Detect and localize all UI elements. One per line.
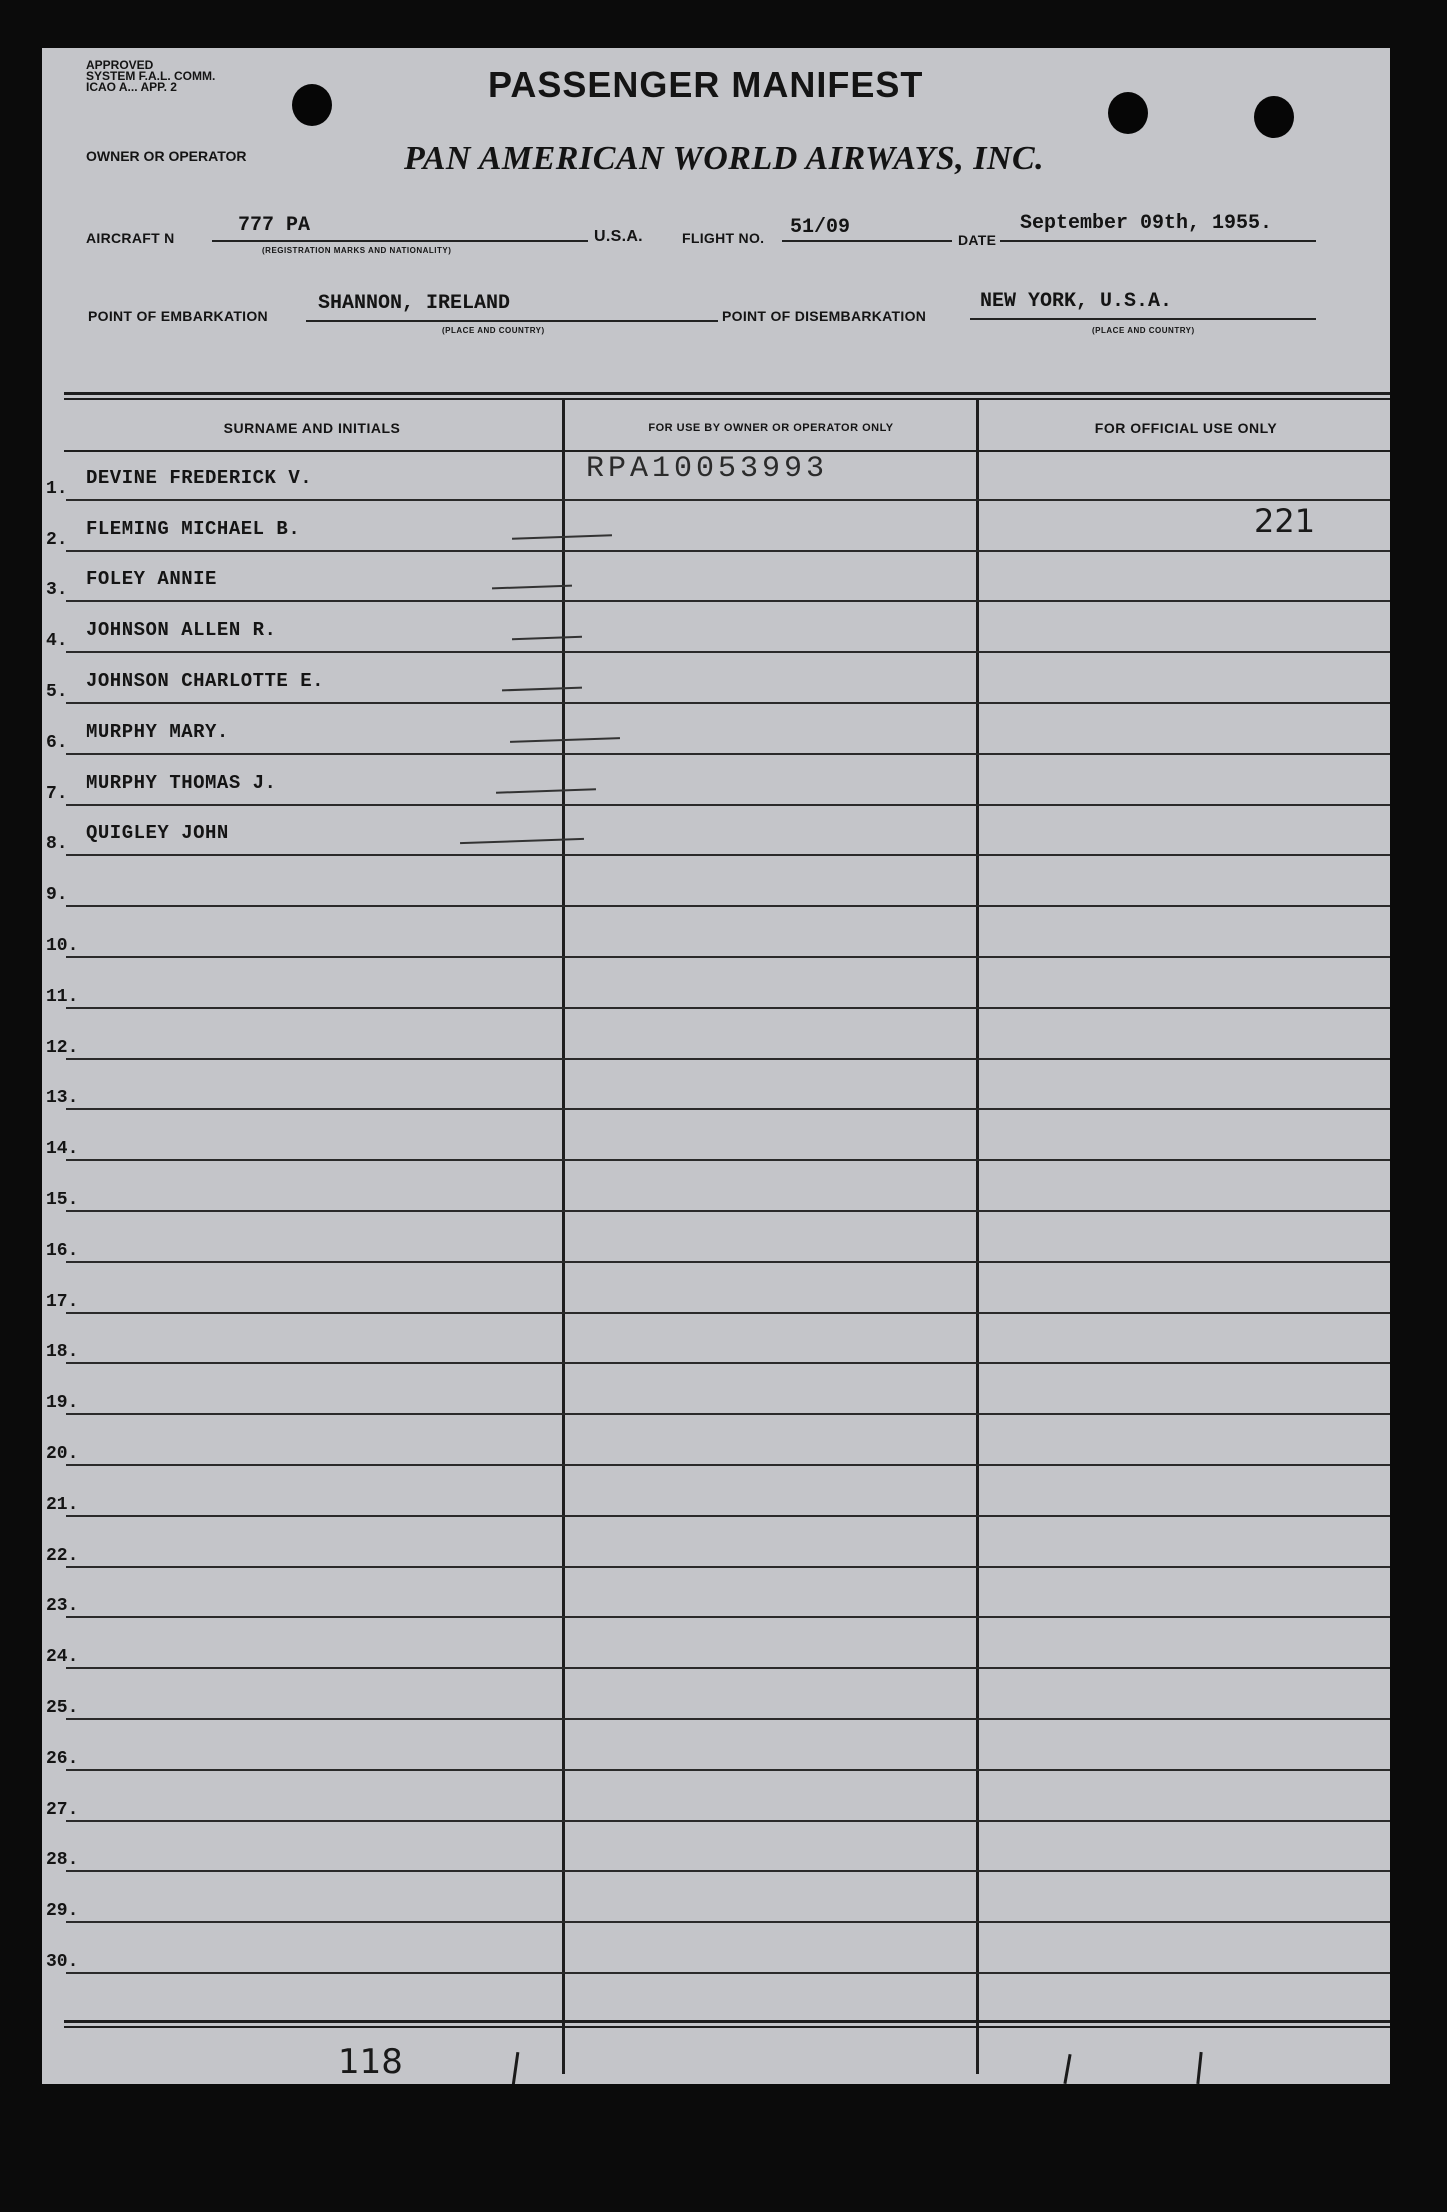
table-row xyxy=(42,958,1390,1009)
row-number: 4. xyxy=(46,631,68,652)
table-top-rule-inner xyxy=(64,398,1390,400)
table-row xyxy=(42,755,1390,806)
table-row xyxy=(42,1923,1390,1974)
approval-line: APPROVED xyxy=(86,58,154,72)
row-number: 3. xyxy=(46,580,68,601)
aircraft-underline xyxy=(212,240,588,242)
row-number: 12. xyxy=(46,1037,79,1058)
table-row xyxy=(42,1060,1390,1111)
checkmark-stroke xyxy=(510,737,620,743)
row-number: 17. xyxy=(46,1291,79,1312)
embarkation-label: POINT OF EMBARKATION xyxy=(88,308,268,324)
disembarkation-underline xyxy=(970,318,1316,320)
table-top-rule xyxy=(64,392,1390,395)
table-row xyxy=(42,1822,1390,1873)
row-number: 29. xyxy=(46,1901,79,1922)
approval-stamp xyxy=(86,60,215,93)
row-number: 25. xyxy=(46,1697,79,1718)
row-number: 2. xyxy=(46,529,68,550)
row-number: 13. xyxy=(46,1088,79,1109)
row-number: 5. xyxy=(46,681,68,702)
table-bottom-rule xyxy=(64,2020,1390,2023)
table-row xyxy=(42,1364,1390,1415)
punch-hole xyxy=(292,84,332,126)
table-row xyxy=(42,552,1390,603)
disembarkation-value: NEW YORK, U.S.A. xyxy=(980,290,1173,313)
table-row xyxy=(42,1415,1390,1466)
row-number: 16. xyxy=(46,1240,79,1261)
column-header-official: FOR OFFICIAL USE ONLY xyxy=(1094,420,1278,436)
passenger-name: JOHNSON CHARLOTTE E. xyxy=(86,669,325,692)
punch-hole xyxy=(1254,96,1294,138)
table-row xyxy=(42,1314,1390,1365)
row-number: 27. xyxy=(46,1799,79,1820)
aircraft-label: AIRCRAFT N xyxy=(86,230,175,246)
row-number: 28. xyxy=(46,1850,79,1871)
table-row xyxy=(42,1263,1390,1314)
passenger-name: FLEMING MICHAEL B. xyxy=(86,517,301,540)
approval-line: SYSTEM F.A.L. COMM. xyxy=(86,69,216,83)
table-row xyxy=(42,1568,1390,1619)
table-row xyxy=(42,1720,1390,1771)
row-number: 15. xyxy=(46,1189,79,1210)
usa-label: U.S.A. xyxy=(594,228,643,245)
aircraft-value: 777 PA xyxy=(238,214,311,237)
embarkation-caption: (PLACE AND COUNTRY) xyxy=(442,326,545,335)
table-row xyxy=(42,1161,1390,1212)
footer-mark xyxy=(1063,2054,1071,2084)
passenger-name: JOHNSON ALLEN R. xyxy=(86,619,277,642)
row-number: 22. xyxy=(46,1545,79,1566)
checkmark-stroke xyxy=(492,585,572,590)
checkmark-stroke xyxy=(496,788,596,793)
embarkation-underline xyxy=(306,320,718,322)
punch-hole xyxy=(1108,92,1148,134)
date-underline xyxy=(1000,240,1316,242)
table-row xyxy=(42,1517,1390,1568)
flight-label: FLIGHT NO. xyxy=(682,230,765,246)
row-number: 6. xyxy=(46,732,68,753)
approval-line: ICAO A... APP. 2 xyxy=(86,80,177,94)
date-value: September 09th, 1955. xyxy=(1020,212,1273,235)
date-label: DATE xyxy=(958,232,997,248)
table-row xyxy=(42,907,1390,958)
passenger-name: QUIGLEY JOHN xyxy=(86,822,229,845)
row-number: 1. xyxy=(46,478,68,499)
row-number: 19. xyxy=(46,1393,79,1414)
row-number: 9. xyxy=(46,885,68,906)
table-bottom-rule-inner xyxy=(64,2026,1390,2028)
footer-handwritten-note: 118 xyxy=(338,2042,403,2082)
table-row xyxy=(42,856,1390,907)
row-number: 14. xyxy=(46,1139,79,1160)
owner-value: PAN AMERICAN WORLD AIRWAYS, INC. xyxy=(404,140,1045,177)
row-number: 11. xyxy=(46,986,79,1007)
table-row xyxy=(42,1009,1390,1060)
table-row xyxy=(42,653,1390,704)
footer-mark xyxy=(512,2052,520,2084)
table-row xyxy=(42,1618,1390,1669)
disembarkation-caption: (PLACE AND COUNTRY) xyxy=(1092,326,1195,335)
operator-code: RPA10053993 xyxy=(586,452,829,486)
passenger-name: MURPHY MARY. xyxy=(86,720,229,743)
row-number: 24. xyxy=(46,1647,79,1668)
row-number: 18. xyxy=(46,1342,79,1363)
row-number: 7. xyxy=(46,783,68,804)
table-row xyxy=(42,1771,1390,1822)
table-row xyxy=(42,1110,1390,1161)
table-row xyxy=(42,602,1390,653)
manifest-page xyxy=(42,48,1390,2084)
page-title: PASSENGER MANIFEST xyxy=(488,64,924,105)
checkmark-stroke xyxy=(512,636,582,640)
table-row xyxy=(42,501,1390,552)
table-row xyxy=(42,806,1390,857)
checkmark-stroke xyxy=(460,838,584,844)
column-header-operator: FOR USE BY OWNER OR OPERATOR ONLY xyxy=(648,422,894,434)
passenger-name: FOLEY ANNIE xyxy=(86,568,217,591)
table-row xyxy=(42,1669,1390,1720)
table-row xyxy=(42,1466,1390,1517)
row-number: 10. xyxy=(46,935,79,956)
checkmark-stroke xyxy=(512,534,612,539)
row-number: 23. xyxy=(46,1596,79,1617)
row-number: 21. xyxy=(46,1494,79,1515)
table-row xyxy=(42,1872,1390,1923)
embarkation-value: SHANNON, IRELAND xyxy=(318,292,511,315)
row-number: 30. xyxy=(46,1951,79,1972)
passenger-name: DEVINE FREDERICK V. xyxy=(86,466,313,489)
official-number: 221 xyxy=(1254,502,1316,540)
row-number: 20. xyxy=(46,1443,79,1464)
registration-caption: (REGISTRATION MARKS AND NATIONALITY) xyxy=(262,246,452,255)
disembarkation-label: POINT OF DISEMBARKATION xyxy=(722,308,927,324)
footer-mark xyxy=(1196,2052,1202,2084)
row-rule xyxy=(66,1972,1390,1974)
row-number: 26. xyxy=(46,1748,79,1769)
checkmark-stroke xyxy=(502,687,582,692)
table-row xyxy=(42,1212,1390,1263)
flight-underline xyxy=(782,240,952,242)
passenger-name: MURPHY THOMAS J. xyxy=(86,771,277,794)
owner-label: OWNER OR OPERATOR xyxy=(86,148,247,164)
table-row xyxy=(42,704,1390,755)
flight-value: 51/09 xyxy=(790,216,851,239)
column-header-surname: SURNAME AND INITIALS xyxy=(223,420,401,436)
row-number: 8. xyxy=(46,834,68,855)
